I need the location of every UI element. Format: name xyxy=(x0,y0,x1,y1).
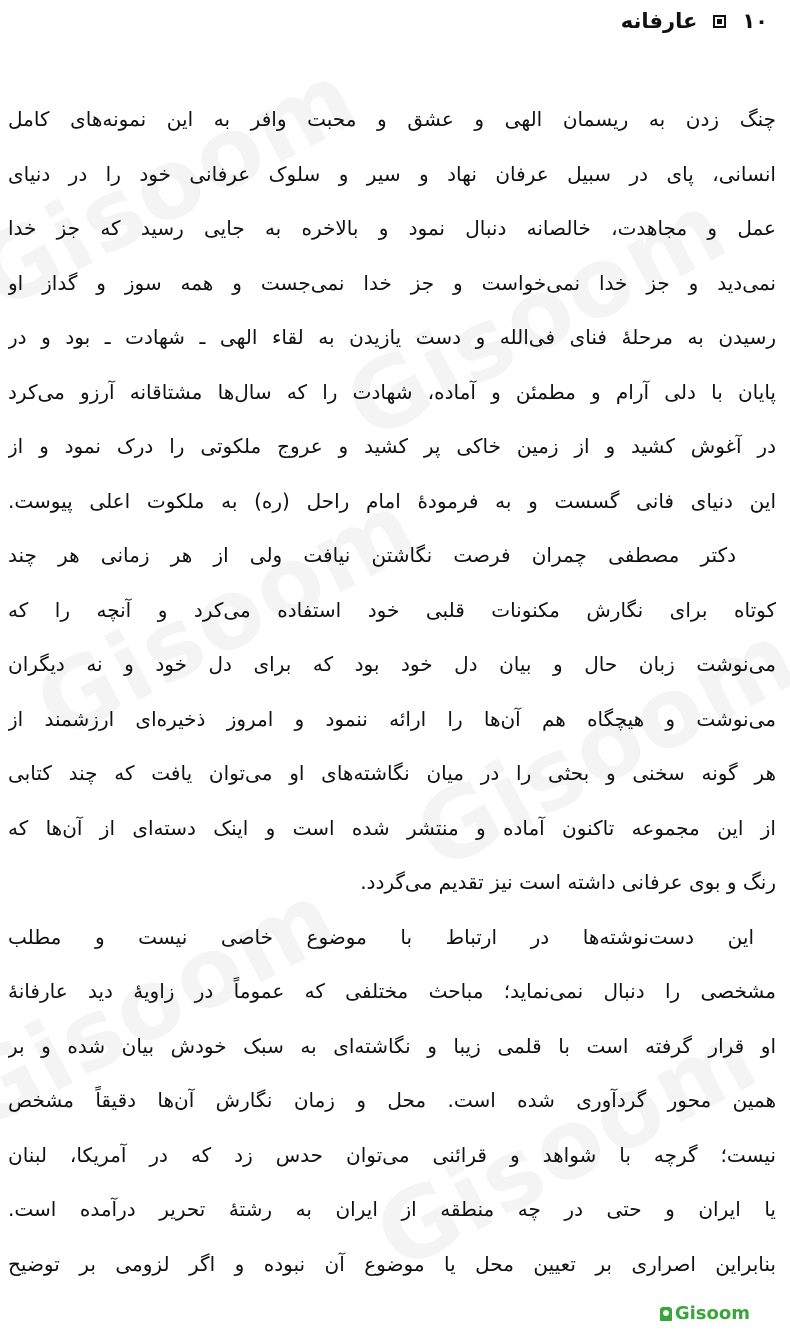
page-number: ١٠ xyxy=(742,9,768,33)
text-line: می‌نوشت و هیچگاه هم آن‌ها را ارائه ننمود و امروز ذخیره‌ای ارزشمند از xyxy=(8,706,776,731)
gisoom-logo xyxy=(660,1303,750,1324)
text-line: دکتر مصطفی چمران فرصت نگاشتن نیافت ولی از هر زمانی هر چند xyxy=(8,543,736,567)
running-title: عارفانه xyxy=(620,9,698,33)
text-line: این دنیای فانی گسست و به فرمودهٔ امام راحل (ره) به ملکوت اعلی پیوست. xyxy=(8,488,776,513)
text-line: این دست‌نوشته‌ها در ارتباط با موضوع خاصی نیست و مطلب xyxy=(8,924,754,949)
text-line: رسیدن به مرحلهٔ فنای فی‌الله و دست یازیدن به لقاء الهی ـ شهادت ـ بود و در xyxy=(8,325,776,349)
logo-mark-icon xyxy=(660,1307,672,1321)
text-line: رنگ و بوی عرفانی داشته است نیز تقدیم می‌گردد. xyxy=(360,870,776,894)
text-line: نیست؛ گرچه با شواهد و قرائنی می‌توان حدس زد که در آمریکا، لبنان xyxy=(8,1142,776,1167)
text-line: مشخصی را دنبال نمی‌نماید؛ مباحث مختلفی که عموماً در زاویهٔ دید عارفانهٔ xyxy=(8,979,776,1003)
text-line: او قرار گرفته است با قلمی زیبا و نگاشته‌ای به سبک خودش بیان شده و بر xyxy=(8,1033,776,1058)
text-line: چنگ زدن به ریسمان الهی و عشق و محبت وافر به این نمونه‌های کامل xyxy=(8,107,776,131)
text-line: بنابراین اصراری بر تعیین محل یا موضوع آن نبوده و اگر لزومی بر توضیح xyxy=(8,1251,776,1276)
page-header xyxy=(621,6,768,36)
text-line: می‌نوشت زبان حال و بیان دل خود بود که برای دل خود و نه دیگران xyxy=(8,652,776,676)
logo-text: Gisoom xyxy=(674,1303,750,1324)
text-line: نمی‌دید و جز خدا نمی‌خواست و جز خدا نمی‌جست و همه سوز و گداز او xyxy=(8,270,776,295)
text-line: در آغوش کشید و از زمین خاکی پر کشید و عروج ملکوتی را درک نمود و از xyxy=(8,434,776,458)
text-line: کوتاه برای نگارش مکنونات قلبی خود استفاده می‌کرد و آنچه را که xyxy=(8,597,776,622)
text-line: از این مجموعه تاکنون آماده و منتشر شده است و اینک دسته‌ای از آن‌ها که xyxy=(8,815,776,840)
body-text xyxy=(8,92,776,1291)
text-line: همین محور گردآوری شده است. محل و زمان نگارش آن‌ها دقیقاً مشخص xyxy=(8,1088,776,1112)
text-line: پایان با دلی آرام و مطمئن و آماده، شهادت را که سال‌ها مشتاقانه آرزو می‌کرد xyxy=(8,379,776,404)
text-line: یا ایران و حتی در چه منطقه از ایران به رشتهٔ تحریر درآمده است. xyxy=(8,1197,776,1221)
text-line: عمل و مجاهدت، خالصانه دنبال نمود و بالاخره به جایی رسید که جز خدا xyxy=(8,216,776,240)
square-bullet-icon xyxy=(713,15,726,28)
text-line: هر گونه سخنی و بحثی را در میان نگاشته‌های او می‌توان یافت که چند کتابی xyxy=(8,761,776,785)
text-line: انسانی، پای در سبیل عرفان نهاد و سیر و سلوک عرفانی خود را در دنیای xyxy=(8,161,776,186)
